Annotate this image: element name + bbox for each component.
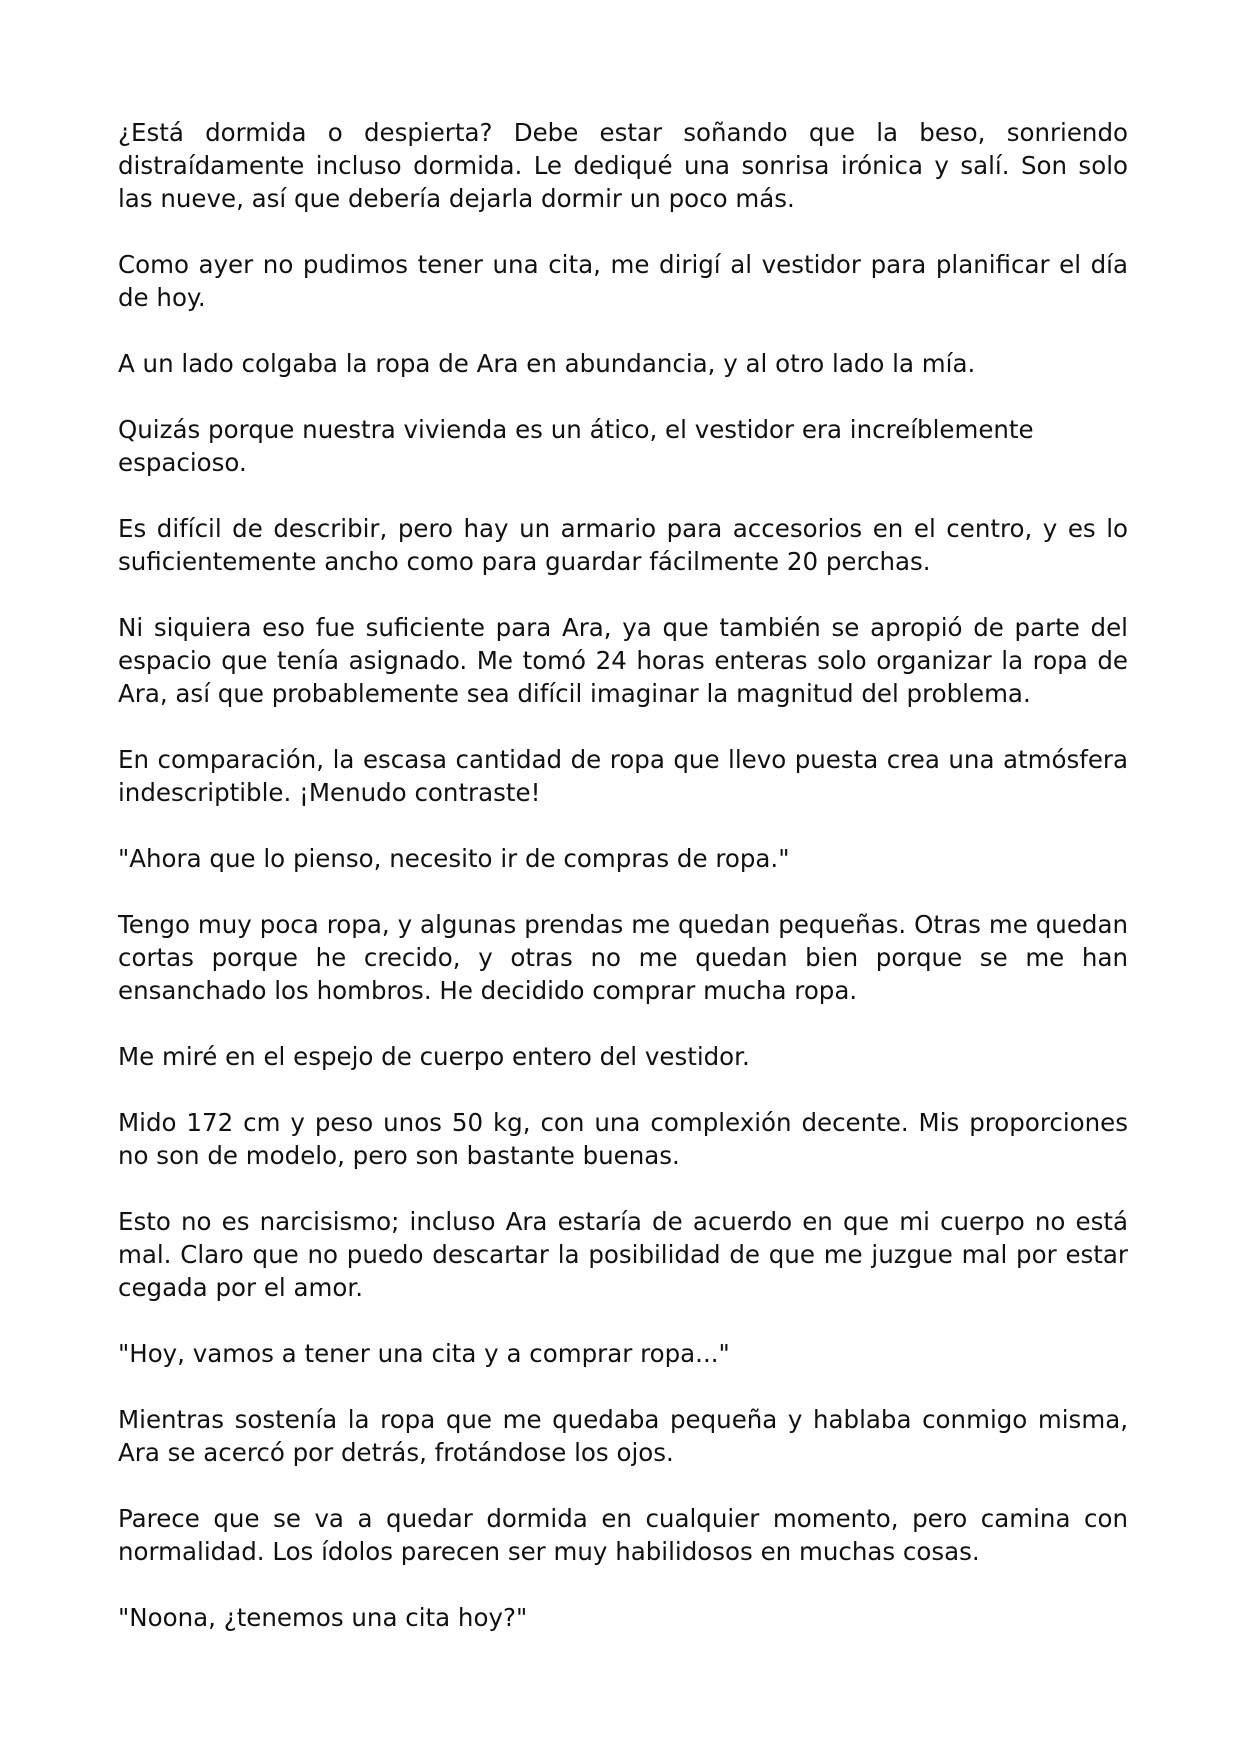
paragraph: Tengo muy poca ropa, y algunas prendas me quedan pequeñas. Otras me quedan cortas porque he crecido, y otras no me quedan bien porque se me han ensanchado los hombros. He decidido comprar mucha ropa. xyxy=(118,910,1128,1005)
paragraph: ¿Está dormida o despierta? Debe estar soñando que la beso, sonriendo distraídamente incluso dormida. Le dediqué una sonrisa irónica y salí. Son solo las nueve, así que debería dejarla dormir un poco más. xyxy=(118,118,1128,213)
paragraph: Es difícil de describir, pero hay un armario para accesorios en el centro, y es lo suficientemente ancho como para guardar fácilmente 20 perchas. xyxy=(118,514,1128,576)
paragraph: Como ayer no pudimos tener una cita, me dirigí al vestidor para planificar el día de hoy. xyxy=(118,250,1128,312)
paragraph: En comparación, la escasa cantidad de ropa que llevo puesta crea una atmósfera indescriptible. ¡Menudo contraste! xyxy=(118,745,1128,807)
paragraph: A un lado colgaba la ropa de Ara en abundancia, y al otro lado la mía. xyxy=(118,349,976,378)
document-body xyxy=(118,116,1128,1667)
paragraph: Ni siquiera eso fue suficiente para Ara, ya que también se apropió de parte del espacio que tenía asignado. Me tomó 24 horas enteras solo organizar la ropa de Ara, así que probablemente sea difícil imaginar la magnitud del problema. xyxy=(118,613,1128,708)
dialogue-line: "Hoy, vamos a tener una cita y a comprar ropa..." xyxy=(118,1339,730,1368)
paragraph: Esto no es narcisismo; incluso Ara estaría de acuerdo en que mi cuerpo no está mal. Claro que no puedo descartar la posibilidad de que me juzgue mal por estar cegada por el amor. xyxy=(118,1207,1128,1302)
paragraph: Parece que se va a quedar dormida en cualquier momento, pero camina con normalidad. Los ídolos parecen ser muy habilidosos en muchas cosas. xyxy=(118,1504,1128,1566)
paragraph: Mientras sostenía la ropa que me quedaba pequeña y hablaba conmigo misma, Ara se acercó por detrás, frotándose los ojos. xyxy=(118,1405,1128,1467)
dialogue-line: "Ahora que lo pienso, necesito ir de compras de ropa." xyxy=(118,844,790,873)
paragraph: Quizás porque nuestra vivienda es un ático, el vestidor era increíblemente espacioso. xyxy=(118,415,1034,477)
paragraph: Mido 172 cm y peso unos 50 kg, con una complexión decente. Mis proporciones no son de modelo, pero son bastante buenas. xyxy=(118,1108,1128,1170)
paragraph: Me miré en el espejo de cuerpo entero del vestidor. xyxy=(118,1042,750,1071)
dialogue-line: "Noona, ¿tenemos una cita hoy?" xyxy=(118,1603,528,1632)
